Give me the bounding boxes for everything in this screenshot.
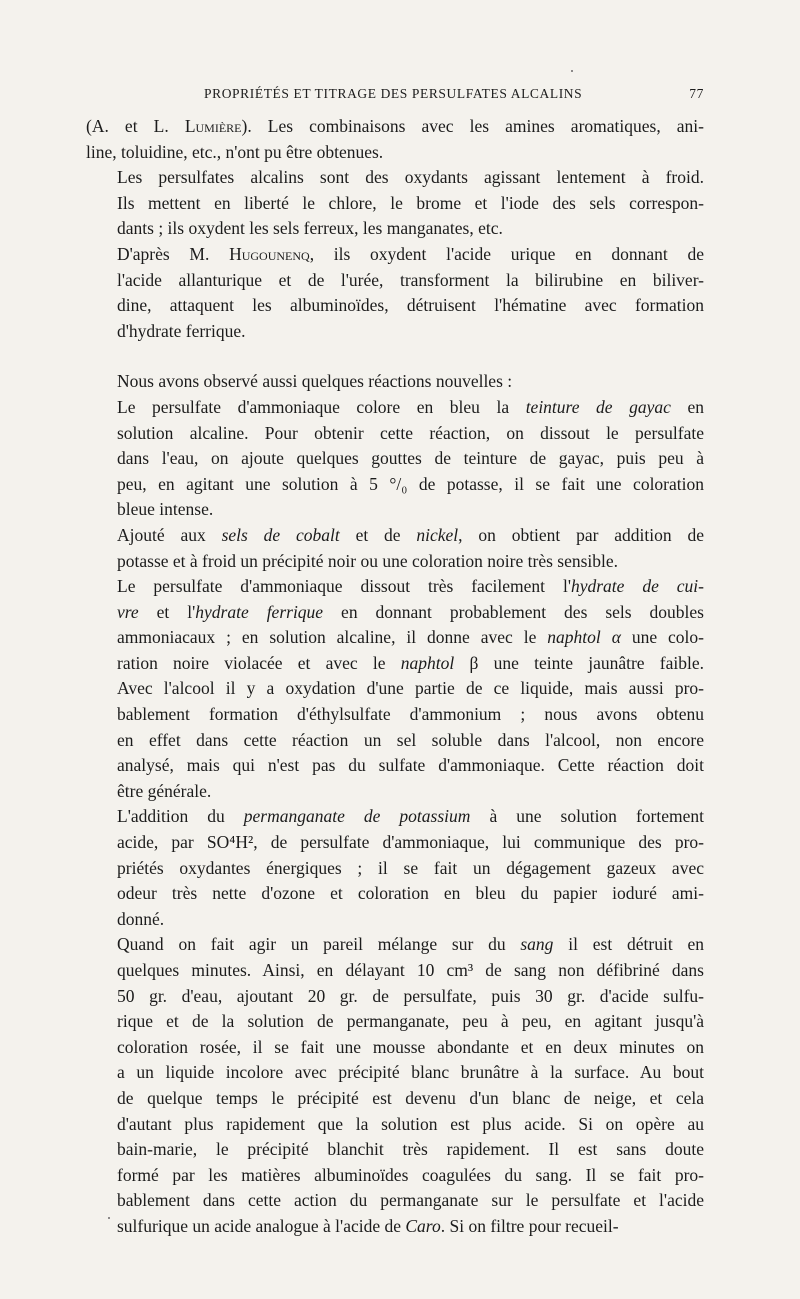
author-name: Lumière [184,116,242,136]
paragraph [86,242,704,344]
text-run: et de [339,524,417,545]
text-line [86,191,704,217]
text-run: être générale. [117,780,212,801]
text-run: Le persulfate d'ammoniaque dissout très facilement l' [117,576,571,597]
text-line [86,881,704,907]
text-line [86,1214,704,1240]
text-line [86,216,704,242]
paragraph [86,395,704,523]
text-line [86,1163,704,1189]
text-run: une colo- [620,627,704,648]
text-run: en [670,396,704,417]
text-line [86,446,704,472]
text-run: , ils oxydent l'acide urique en donnant de [309,243,704,264]
print-speck [108,1217,110,1219]
text-line [86,625,704,651]
text-line [86,676,704,702]
text-line [86,753,704,779]
text-run: coloration rosée, il se fait une mousse abondante et en deux minutes on [117,1036,704,1057]
text-run: ammoniacaux ; en solution alcaline, il donne avec le [117,627,548,648]
text-line [86,1112,704,1138]
text-run: en donnant probablement des sels doubles [323,601,704,622]
text-run: quelques minutes. Ainsi, en délayant 10 cm³ de sang non défibriné dans [117,960,704,980]
text-line [86,1009,704,1035]
italic-term: naphtol α [547,627,621,648]
text-run: de quelque temps le précipité est devenu d'un blanc de neige, et cela [117,1087,704,1108]
text-line [86,549,704,575]
text-run: ration noire violacée et avec le [117,652,401,673]
author-name: Hugounenq [229,243,310,264]
text-line [86,830,704,856]
text-line [86,728,704,754]
text-run: acide, par SO⁴H², de persulfate d'ammoniaque, lui communique des pro- [117,832,704,853]
text-run: dine, attaquent les albuminoïdes, détruisent l'hématine avec formation [117,295,704,316]
text-line [86,907,704,933]
text-run: Ajouté aux [117,524,222,545]
running-title: PROPRIÉTÉS ET TITRAGE DES PERSULFATES ALCALINS [204,86,583,101]
text-line [86,293,704,319]
paragraph [86,574,704,804]
text-run: sulfurique un acide analogue à l'acide de [117,1215,406,1236]
text-line [86,779,704,805]
text-run: ). Les combinaisons avec les amines aromatiques, ani- [241,116,704,136]
text-line [86,856,704,882]
text-run: bablement formation d'éthylsulfate d'ammonium ; nous avons obtenu [117,704,704,725]
text-run: Quand on fait agir un pareil mélange sur du [117,934,521,955]
text-run: line, toluidine, etc., n'ont pu être obtenues. [86,141,384,162]
text-run: et l' [138,601,196,622]
text-line [86,472,704,498]
paragraph [86,369,704,395]
text-line [86,1137,704,1163]
text-run: a un liquide incolore avec précipité blanc brunâtre à la surface. Au bout [117,1062,704,1083]
italic-term: hydrate ferrique [195,601,324,622]
text-run: Ils mettent en liberté le chlore, le brome et l'iode des sels correspon- [117,192,704,213]
text-run: L'addition du [117,806,244,827]
text-line [86,395,704,421]
text-run: dants ; ils oxydent les sels ferreux, les manganates, etc. [117,218,503,239]
text-run: rique et de la solution de permanganate, peu à peu, en agitant jusqu'à [117,1011,704,1032]
text-run: en effet dans cette réaction un sel soluble dans l'alcool, non encore [117,729,704,750]
text-line [86,984,704,1010]
text-run: β une teinte jaunâtre faible. [454,652,705,673]
text-run: dans l'eau, on ajoute quelques gouttes de teinture de gayac, puis peu à [117,448,704,469]
text-line [86,165,704,191]
text-run: formé par les matières albuminoïdes coagulées du sang. Il se fait pro- [117,1164,704,1185]
text-line [86,114,704,140]
text-run: bleue intense. [117,499,214,520]
paragraph [86,114,704,165]
italic-term: sang [520,934,554,955]
print-speck [571,70,573,72]
text-line [86,702,704,728]
text-run: peu, en agitant une solution à 5 °/₀ de potasse, il se fait une coloration [117,473,704,494]
text-line [86,523,704,549]
text-line [86,958,704,984]
text-line [86,369,704,395]
italic-term: naphtol [400,652,455,673]
italic-term: vre [117,601,139,622]
text-run: solution alcaline. Pour obtenir cette réaction, on dissout le persulfate [117,422,704,443]
paragraph [86,523,704,574]
text-line [86,140,704,166]
text-run: D'après M. [117,243,230,264]
text-line [86,932,704,958]
text-run: donné. [117,908,165,929]
text-line [86,804,704,830]
italic-term: Caro [405,1215,441,1236]
text-line [86,421,704,447]
italic-term: permanganate de potassium [243,806,471,827]
text-run: bain-marie, le précipité blanchit très rapidement. Il est sans doute [117,1139,704,1160]
italic-term: hydrate de cui- [570,576,705,597]
text-run: bablement dans cette action du permanganate sur le persulfate et l'acide [117,1190,704,1211]
text-line [86,574,704,600]
text-line [86,1060,704,1086]
italic-term: teinture de gayac [525,396,671,417]
text-line [86,319,704,345]
text-run: 50 gr. d'eau, ajoutant 20 gr. de persulfate, puis 30 gr. d'acide sulfu- [117,985,704,1006]
paragraph [86,932,704,1239]
text-line [86,242,704,268]
paragraph [86,804,704,932]
text-run: priétés oxydantes énergiques ; il se fait un dégagement gazeux avec [117,857,704,878]
page-number: 77 [689,86,704,101]
text-line [86,268,704,294]
text-run: Le persulfate d'ammoniaque colore en bleu la [117,396,526,417]
text-run: d'hydrate ferrique. [117,320,246,341]
text-run: Nous avons observé aussi quelques réactions nouvelles : [117,371,513,392]
italic-term: nickel [416,524,459,545]
body-text [86,114,704,1240]
text-run: il est détruit en [553,934,704,955]
text-run: Les persulfates alcalins sont des oxydants agissant lentement à froid. [117,167,704,188]
text-run: potasse et à froid un précipité noir ou une coloration noire très sensible. [117,550,619,571]
text-run: à une solution fortement [470,806,704,827]
text-line [86,497,704,523]
text-run: analysé, mais qui n'est pas du sulfate d'ammoniaque. Cette réaction doit [117,755,704,776]
text-line [86,600,704,626]
text-run: Avec l'alcool il y a oxydation d'une partie de ce liquide, mais aussi pro- [117,678,704,699]
text-line [86,1188,704,1214]
text-line [86,651,704,677]
text-line [86,1035,704,1061]
text-run: , on obtient par addition de [458,524,704,545]
paragraph [86,165,704,242]
italic-term: sels de cobalt [221,524,340,545]
text-run: d'autant plus rapidement que la solution est plus acide. Si on opère au [117,1113,704,1134]
text-line [86,1086,704,1112]
text-run: . Si on filtre pour recueil- [440,1215,619,1236]
text-run: (A. et L. [86,116,185,136]
text-run: l'acide allanturique et de l'urée, transforment la bilirubine en biliver- [117,269,704,290]
text-run: odeur très nette d'ozone et coloration en bleu du papier ioduré ami- [117,883,704,904]
running-header [86,86,704,108]
